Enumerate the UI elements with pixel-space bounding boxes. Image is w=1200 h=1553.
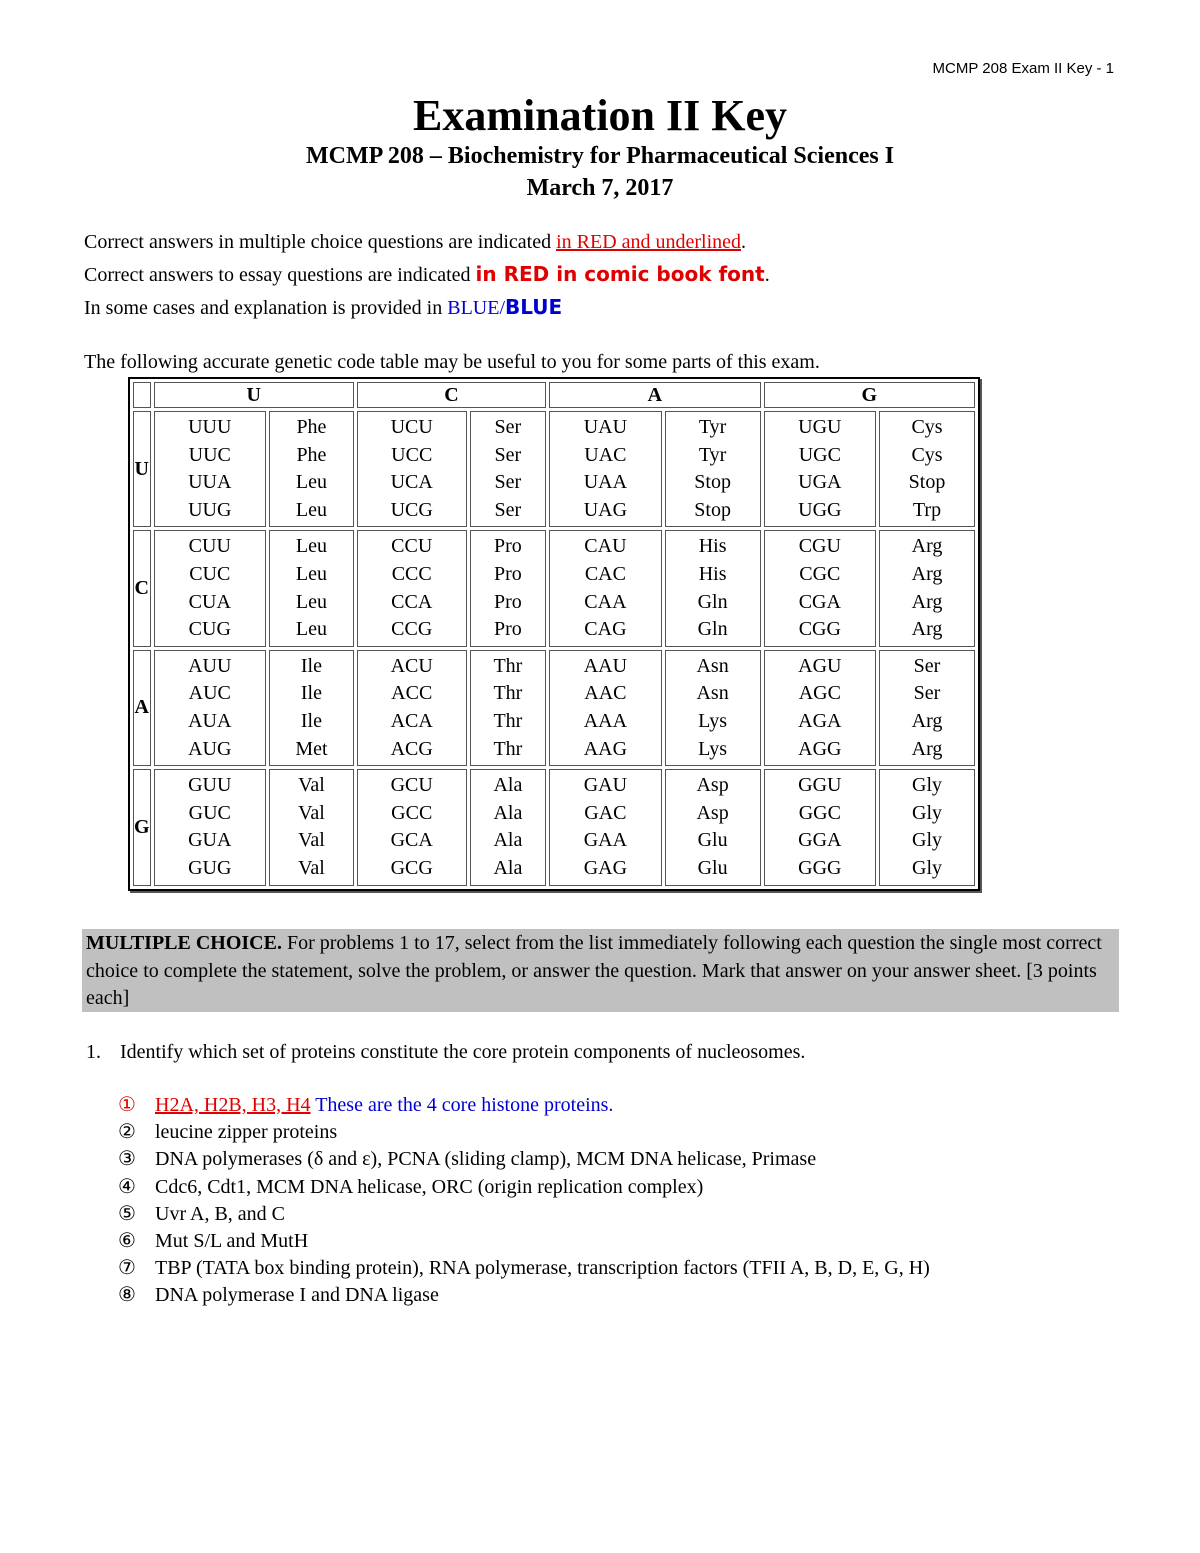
codon: UGU [798, 416, 842, 438]
option-marker: ④ [118, 1175, 136, 1198]
codon: CCU [391, 535, 433, 558]
codon: GCG [390, 856, 433, 879]
option-8 [118, 1282, 930, 1309]
codon: UUA [188, 471, 232, 494]
amino-acid: Ile [300, 709, 322, 732]
genetic-code-table [128, 377, 980, 891]
codon-cell [357, 411, 467, 527]
codon-cell [357, 769, 467, 885]
codon: ACU [390, 654, 433, 677]
codon: GUG [188, 856, 232, 879]
amino-acid: Arg [911, 590, 943, 613]
codon-cell [764, 411, 876, 527]
codon-cell [764, 530, 876, 646]
blue-comic-sample: BLUE [505, 295, 563, 319]
codon: GGG [798, 856, 842, 879]
amino-acid: Arg [911, 709, 943, 732]
blue-sample: BLUE [447, 297, 500, 319]
page-title: Examination II Key [412, 91, 788, 140]
amino-acid: Stop [694, 471, 731, 494]
option-1-correct [118, 1092, 930, 1119]
option-marker: ⑧ [118, 1284, 136, 1307]
option-6 [118, 1228, 930, 1255]
codon: GAC [584, 801, 627, 824]
codon-cell [549, 650, 661, 766]
amino-acid: Gly [912, 829, 943, 852]
codon: GGU [798, 774, 842, 797]
amino-acid: Ser [494, 471, 522, 494]
option-marker: ① [118, 1094, 136, 1116]
column-header: G [764, 382, 975, 408]
codon-cell [549, 769, 661, 885]
multiple-choice-instructions: MULTIPLE CHOICE. For problems 1 to 17, select from the list immediately following each question the single most correct choice to complete the statement, solve the problem, or answer the question. Mark that answer on your answer sheet. [3 points each] [86, 932, 1102, 1009]
option-marker: ③ [118, 1148, 136, 1171]
codon: UCA [390, 471, 433, 494]
codon: CGU [798, 535, 841, 558]
codon: UCG [390, 498, 433, 521]
codon: GGC [798, 801, 841, 824]
amino-acid: Ala [493, 774, 523, 797]
codon: ACA [390, 709, 433, 732]
amino-acid: Leu [295, 471, 327, 494]
codon: CGA [798, 590, 841, 613]
codon: CUG [188, 618, 231, 641]
codon: GUC [188, 801, 231, 824]
amino-acid: Arg [911, 535, 943, 558]
option-text: Mut S/L and MutH [155, 1230, 309, 1253]
amino-acid: Thr [493, 737, 523, 760]
amino-acid: Gly [912, 774, 943, 797]
amino-acid: Pro [493, 590, 522, 613]
codon-cell [154, 769, 266, 885]
codon: GCC [391, 801, 433, 824]
amino-acid: Stop [694, 498, 731, 521]
row-header: G [133, 769, 151, 885]
amino-acid: Tyr [698, 443, 727, 466]
option-text: TBP (TATA box binding protein), RNA polymerase, transcription factors (TFII A, B, D, E, G, H) [155, 1257, 930, 1280]
codon: GAA [583, 829, 628, 852]
amino-acid-cell [470, 769, 547, 885]
exam-date: March 7, 2017 [526, 175, 674, 201]
amino-acid-cell [879, 530, 975, 646]
option-text: Cdc6, Cdt1, MCM DNA helicase, ORC (origin replication complex) [155, 1175, 704, 1198]
amino-acid: Glu [697, 856, 728, 879]
amino-acid: Ser [913, 682, 941, 705]
codon: CCC [391, 562, 432, 585]
note-explanation-key: In some cases and explanation is provided in BLUE/BLUE [84, 295, 563, 319]
question-number: 1. [86, 1041, 101, 1063]
course-subtitle: MCMP 208 – Biochemistry for Pharmaceutical Sciences I [305, 143, 895, 169]
codon: CUA [188, 590, 231, 613]
codon: AAA [583, 709, 628, 732]
option-marker: ⑥ [118, 1230, 136, 1253]
codon-cell [357, 530, 467, 646]
codon: AUU [188, 654, 232, 677]
option-text: DNA polymerase I and DNA ligase [155, 1284, 439, 1307]
amino-acid: Thr [493, 654, 523, 677]
codon: UCC [391, 443, 433, 466]
option-4 [118, 1174, 930, 1201]
amino-acid: Arg [911, 562, 943, 585]
column-header: U [154, 382, 354, 408]
amino-acid: Gln [697, 618, 728, 641]
codon: UAG [583, 498, 628, 521]
amino-acid: His [698, 535, 727, 558]
option-7 [118, 1255, 930, 1282]
codon: AUC [188, 682, 231, 705]
option-5 [118, 1201, 930, 1228]
amino-acid-cell [665, 411, 761, 527]
codon: UAC [584, 443, 627, 466]
column-header: A [549, 382, 760, 408]
amino-acid: Asn [696, 654, 729, 677]
codon-cell [549, 411, 661, 527]
answer-options [118, 1092, 930, 1310]
codon: CGG [798, 618, 841, 641]
amino-acid: Gly [912, 856, 943, 879]
question-1 [86, 1038, 805, 1066]
amino-acid: Pro [493, 562, 522, 585]
codon: UAU [583, 416, 628, 438]
codon: AAC [584, 682, 627, 705]
row-header: A [133, 650, 151, 766]
option-text: H2A, H2B, H3, H4 [155, 1094, 311, 1116]
codon: UAA [583, 471, 628, 494]
amino-acid-cell [879, 411, 975, 527]
amino-acid: Pro [493, 618, 522, 641]
codon: GCU [390, 774, 433, 797]
column-header: C [357, 382, 546, 408]
amino-acid: Leu [295, 618, 327, 641]
running-head: MCMP 208 Exam II Key - 1 [932, 60, 1114, 77]
option-marker: ⑦ [118, 1257, 136, 1280]
codon-cell [154, 411, 266, 527]
codon: GUA [188, 829, 232, 852]
codon-cell [154, 530, 266, 646]
amino-acid-cell [470, 530, 547, 646]
amino-acid: Val [298, 856, 325, 879]
red-comic-sample: in RED in comic book font [475, 262, 765, 286]
amino-acid-cell [879, 650, 975, 766]
note-essay-key: Correct answers to essay questions are indicated in RED in comic book font. [84, 262, 770, 286]
codon: GAU [583, 774, 628, 797]
option-marker: ⑤ [118, 1202, 136, 1225]
option-2 [118, 1119, 930, 1146]
row-header: U [133, 411, 151, 527]
codon: ACG [390, 737, 433, 760]
amino-acid: Val [298, 801, 325, 824]
amino-acid-cell [879, 769, 975, 885]
codon: UGG [798, 498, 842, 521]
option-marker: ② [118, 1121, 136, 1144]
amino-acid: Gly [912, 801, 943, 824]
amino-acid-cell [470, 650, 547, 766]
amino-acid: Phe [296, 416, 327, 438]
codon: GGA [798, 829, 842, 852]
amino-acid: Asp [696, 801, 729, 824]
table-row [133, 769, 975, 885]
row-header: C [133, 530, 151, 646]
amino-acid: Leu [295, 590, 327, 613]
codon: UUC [188, 443, 231, 466]
codon: CCG [391, 618, 433, 641]
amino-acid: Thr [493, 709, 523, 732]
table-intro: The following accurate genetic code table may be useful to you for some parts of this exam. [84, 351, 820, 373]
amino-acid: Leu [295, 498, 327, 521]
amino-acid: Pro [493, 535, 522, 558]
amino-acid: Trp [912, 498, 942, 521]
table-row [133, 411, 975, 527]
amino-acid-cell [665, 769, 761, 885]
codon: GCA [390, 829, 433, 852]
option-3 [118, 1146, 930, 1173]
codon: CAC [584, 562, 626, 585]
codon: AAG [583, 737, 628, 760]
table-row [133, 650, 975, 766]
codon: CGC [799, 562, 841, 585]
amino-acid: Cys [911, 416, 943, 438]
amino-acid-cell [269, 650, 354, 766]
amino-acid: Stop [908, 471, 946, 494]
amino-acid-cell [665, 530, 761, 646]
amino-acid-cell [269, 530, 354, 646]
codon: CUU [188, 535, 231, 558]
codon-cell [357, 650, 467, 766]
amino-acid: Arg [911, 737, 943, 760]
codon: CAG [584, 618, 627, 641]
genetic-code-body [133, 411, 975, 886]
amino-acid: Ile [300, 654, 322, 677]
codon: ACC [391, 682, 433, 705]
option-text: Uvr A, B, and C [155, 1202, 285, 1225]
codon: UCU [390, 416, 433, 438]
amino-acid-cell [665, 650, 761, 766]
codon: AAU [583, 654, 628, 677]
amino-acid: Asn [696, 682, 729, 705]
codon-cell [764, 650, 876, 766]
amino-acid: Arg [911, 618, 943, 641]
amino-acid: Phe [296, 443, 327, 466]
amino-acid: Met [295, 737, 328, 760]
amino-acid: Leu [295, 562, 327, 585]
note-mc-key: Correct answers in multiple choice questions are indicated in RED and underlined. [84, 231, 747, 253]
amino-acid-cell [470, 411, 547, 527]
red-underlined-sample: in RED and underlined [556, 231, 742, 253]
option-explanation: These are the 4 core histone proteins. [310, 1094, 614, 1116]
codon-cell [764, 769, 876, 885]
amino-acid: Glu [697, 829, 728, 852]
amino-acid: Lys [698, 709, 728, 732]
amino-acid: Ala [493, 801, 523, 824]
codon: CUC [189, 562, 231, 585]
amino-acid: Asp [696, 774, 729, 797]
amino-acid: Ala [493, 856, 523, 879]
codon: UUG [188, 498, 232, 521]
amino-acid: Cys [911, 443, 943, 466]
codon: AGC [798, 682, 841, 705]
question-text: Identify which set of proteins constitute the core protein components of nucleosomes. [120, 1041, 806, 1063]
amino-acid: Val [298, 829, 325, 852]
amino-acid: Ser [494, 416, 522, 438]
codon: UGC [798, 443, 841, 466]
amino-acid: Ser [913, 654, 941, 677]
codon: UGA [798, 471, 842, 494]
codon: GUU [188, 774, 232, 797]
amino-acid-cell [269, 411, 354, 527]
amino-acid: Leu [295, 535, 327, 558]
amino-acid: Tyr [698, 416, 727, 438]
option-text: leucine zipper proteins [155, 1121, 338, 1144]
table-corner [133, 382, 151, 408]
codon: UUU [188, 416, 232, 438]
amino-acid: Lys [698, 737, 728, 760]
codon: CAU [584, 535, 627, 558]
amino-acid: Ser [494, 443, 522, 466]
codon: GAG [583, 856, 628, 879]
table-header-row [133, 382, 975, 408]
codon: AGU [798, 654, 842, 677]
codon: AUA [188, 709, 232, 732]
table-row [133, 530, 975, 646]
amino-acid: Thr [493, 682, 523, 705]
codon: CCA [391, 590, 433, 613]
amino-acid: Ala [493, 829, 523, 852]
amino-acid: His [698, 562, 727, 585]
amino-acid: Ile [300, 682, 322, 705]
codon: CAA [584, 590, 627, 613]
mc-heading: MULTIPLE CHOICE. [86, 932, 282, 954]
codon-cell [154, 650, 266, 766]
codon-cell [549, 530, 661, 646]
codon: AUG [188, 737, 232, 760]
amino-acid: Ser [494, 498, 522, 521]
codon: AGG [798, 737, 842, 760]
amino-acid: Gln [697, 590, 728, 613]
option-text: DNA polymerases (δ and ε), PCNA (sliding clamp), MCM DNA helicase, Primase [155, 1148, 817, 1171]
amino-acid: Val [298, 774, 325, 797]
codon: AGA [798, 709, 842, 732]
amino-acid-cell [269, 769, 354, 885]
